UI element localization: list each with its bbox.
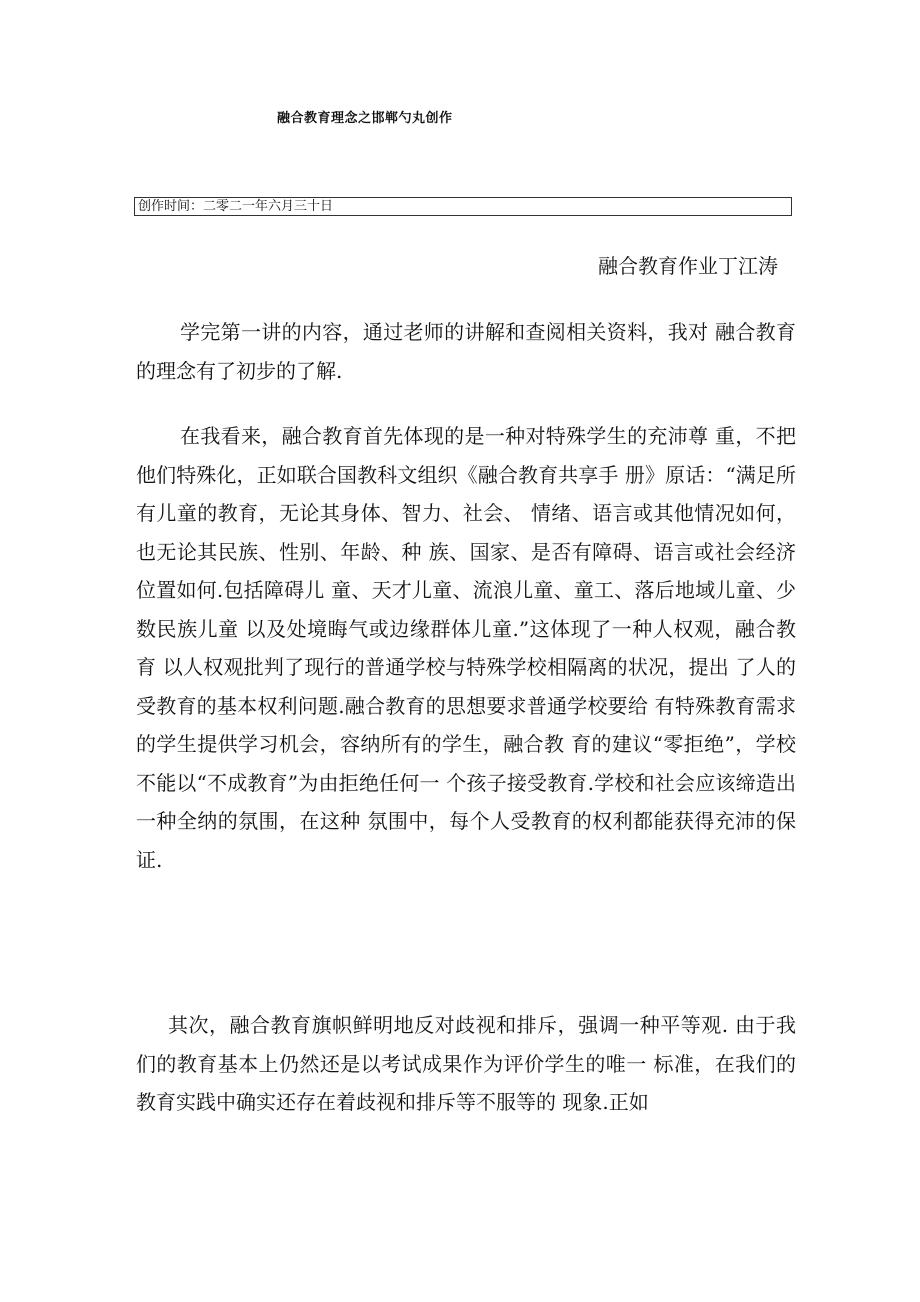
paragraph-3: 其次，融合教育旗帜鲜明地反对歧视和排斥，强调一种平等观. 由于我们的教育基本上仍然还是以考试成果作为评价学生的唯一 标准，在我们的教育实践中确实还存在着歧视和排斥等不服等的 现象.正如 — [136, 1013, 796, 1114]
document-title: 融合教育作业丁江涛 — [598, 254, 778, 278]
header-title: 融合教育理念之邯郸勺丸创作 — [277, 111, 453, 126]
paragraph-1: 学完第一讲的内容，通过老师的讲解和查阅相关资料，我对 融合教育的理念有了初步的了解. — [136, 320, 796, 383]
creation-time-box: 创作时间：二零二一年六月三十日 — [134, 197, 792, 216]
paragraph-2: 在我看来，融合教育首先体现的是一种对特殊学生的充沛尊 重，不把他们特殊化，正如联合国教科文组织《融合教育共享手 册》原话：“满足所有儿童的教育，无论其身体、智力、社会、 情绪、语言或其他情况如何，也无论其民族、性别、年龄、种 族、国家、是否有障碍、语言或社会经济位置如何.包括障碍儿 童、天才儿童、流浪儿童、童工、落后地域儿童、少数民族儿童 以及处境晦气或边缘群体儿童.”这体现了一种人权观，融合教育 以人权观批判了现行的普通学校与特殊学校相隔离的状况，提出 了人的受教育的基本权利问题.融合教育的思想要求普通学校要给 有特殊教育需求的学生提供学习机会，容纳所有的学生，融合教 育的建议“零拒绝”，学校不能以“不成教育”为由拒绝任何一 个孩子接受教育.学校和社会应该缔造出一种全纳的氛围，在这种 氛围中，每个人受教育的权利都能获得充沛的保证. — [136, 424, 796, 872]
